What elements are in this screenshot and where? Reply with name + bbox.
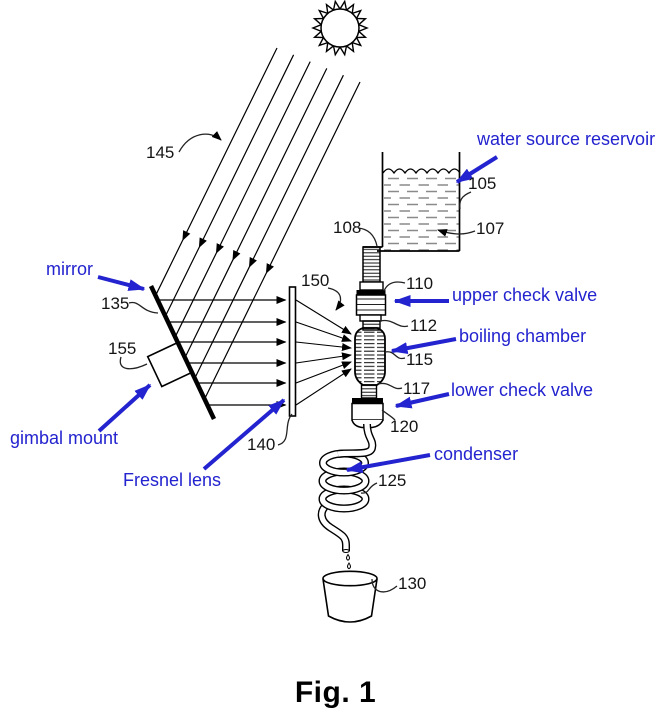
- label-water-source-reservoir: water source reservoir: [477, 129, 656, 149]
- converging-rays: [296, 300, 351, 405]
- leader-105: [460, 192, 471, 209]
- leader-117: [378, 383, 402, 388]
- leader-155: [120, 357, 147, 369]
- lower-check-valve-shape: [352, 398, 383, 428]
- tube-117: [362, 385, 377, 398]
- label-mirror: mirror: [46, 259, 93, 279]
- supply-tube: [363, 247, 380, 282]
- sun-rays: [156, 48, 361, 400]
- figure-caption: Fig. 1: [294, 676, 377, 709]
- ref-125: 125: [378, 471, 407, 490]
- leader-145: [179, 134, 221, 152]
- ref-130: 130: [398, 574, 427, 593]
- arrow-gimbal-mount: [99, 385, 150, 431]
- ref-107: 107: [476, 219, 505, 238]
- ref-120: 120: [390, 417, 419, 436]
- collection-cup-shape: [323, 571, 377, 622]
- leader-150: [328, 288, 341, 310]
- ref-117: 117: [403, 379, 431, 398]
- label-upper-check-valve: upper check valve: [452, 285, 598, 305]
- fresnel-lens-shape: [290, 287, 296, 416]
- water-surface: [383, 169, 460, 173]
- upper-check-valve-shape: [357, 282, 386, 321]
- ref-112: 112: [410, 316, 438, 335]
- leader-140: [278, 414, 292, 445]
- ref-105: 105: [468, 174, 497, 193]
- leader-135: [129, 303, 158, 313]
- arrow-mirror: [98, 277, 144, 289]
- boiling-chamber-shape: [355, 328, 385, 385]
- ref-108: 108: [333, 218, 362, 237]
- label-fresnel-lens: Fresnel lens: [123, 470, 222, 490]
- ref-150: 150: [301, 271, 330, 290]
- label-gimbal-mount: gimbal mount: [10, 428, 119, 448]
- label-boiling-chamber: boiling chamber: [459, 326, 587, 346]
- condenser-coil-shape: [322, 424, 373, 553]
- leader-112: [380, 320, 408, 326]
- ref-155: 155: [108, 339, 137, 358]
- sun-icon: [313, 1, 367, 54]
- leader-110: [384, 282, 405, 291]
- ref-140: 140: [247, 435, 276, 454]
- reservoir-tank: [363, 152, 460, 251]
- leader-115: [385, 352, 405, 359]
- ref-145: 145: [146, 143, 175, 162]
- ref-135: 135: [101, 294, 130, 313]
- ref-110: 110: [406, 274, 434, 293]
- label-lower-check-valve: lower check valve: [451, 380, 594, 400]
- label-condenser: condenser: [434, 444, 519, 464]
- ref-115: 115: [406, 350, 434, 369]
- gimbal-mount-shape: [148, 343, 192, 387]
